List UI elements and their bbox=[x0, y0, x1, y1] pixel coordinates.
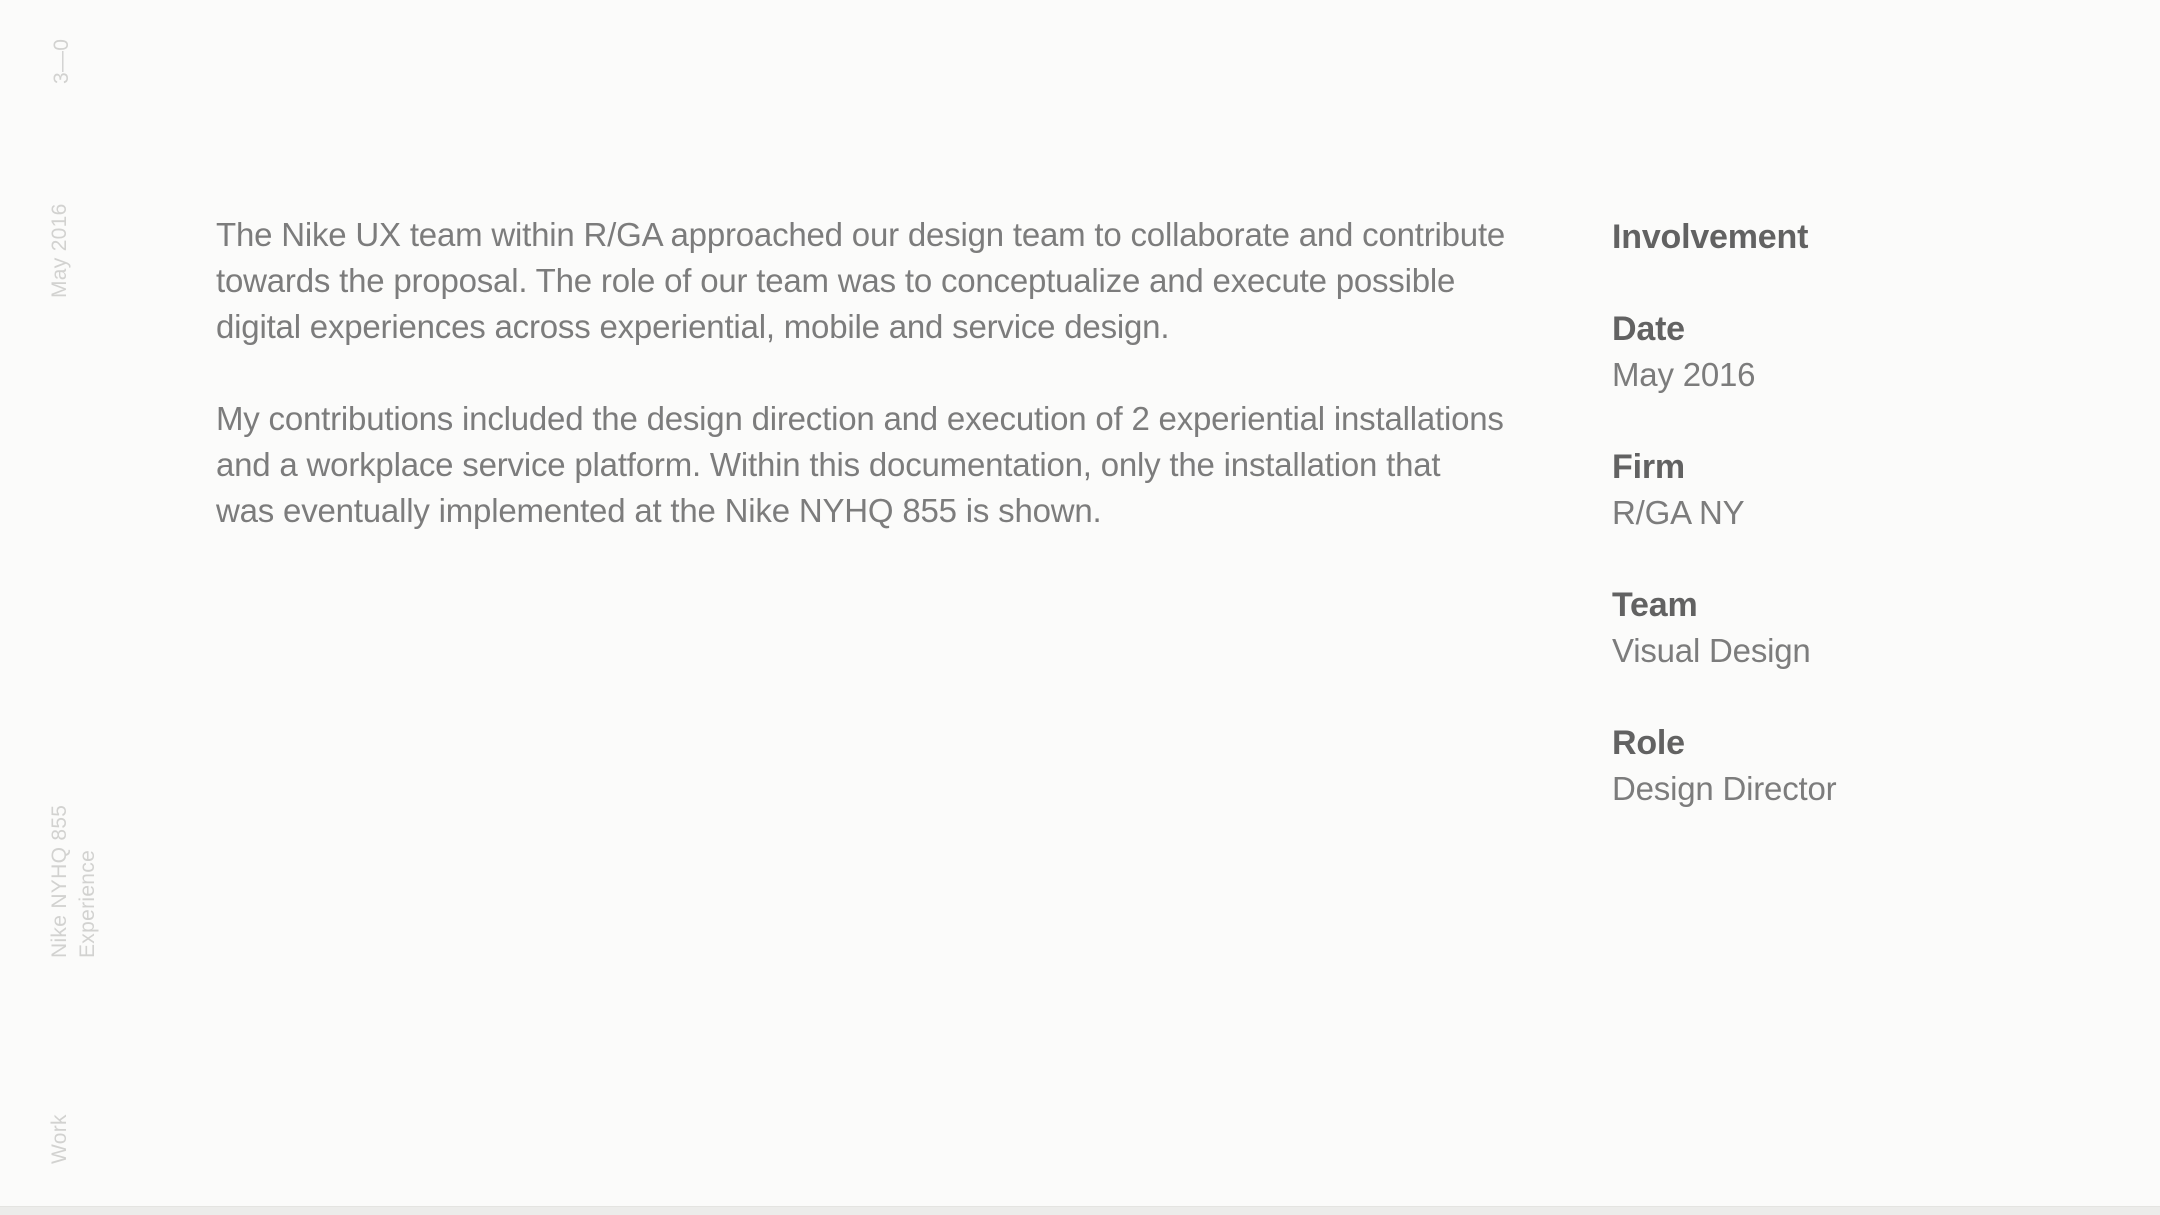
intro-paragraph-1 bbox=[216, 212, 1616, 350]
rail-project-title: Nike NYHQ 855 bbox=[48, 804, 71, 958]
detail-value: Visual Design bbox=[1612, 632, 1811, 669]
detail-label: Firm bbox=[1612, 448, 1685, 486]
detail-value: Design Director bbox=[1612, 770, 1837, 807]
intro-paragraph-2 bbox=[216, 396, 1616, 534]
detail-label: Team bbox=[1612, 586, 1698, 624]
paragraph-line: was eventually implemented at the Nike NYHQ 855 is shown. bbox=[216, 492, 1102, 529]
paragraph-line: The Nike UX team within R/GA approached our design team to collaborate and contribute bbox=[216, 216, 1506, 253]
page-index-label: 3—0 bbox=[50, 38, 73, 84]
detail-label: Date bbox=[1612, 310, 1685, 348]
paragraph-line: My contributions included the design direction and execution of 2 experiential installations bbox=[216, 400, 1504, 437]
detail-group-role bbox=[1612, 720, 2072, 812]
next-section-edge bbox=[0, 1206, 2160, 1215]
intro-copy bbox=[216, 212, 1616, 534]
detail-group-team bbox=[1612, 582, 2072, 674]
detail-group-date bbox=[1612, 306, 2072, 398]
detail-value: May 2016 bbox=[1612, 356, 1756, 393]
rail-section-label: Work bbox=[48, 1114, 71, 1164]
paragraph-line: towards the proposal. The role of our team was to conceptualize and execute possible bbox=[216, 262, 1456, 299]
involvement-panel bbox=[1612, 214, 2072, 812]
paragraph-line: and a workplace service platform. Within this documentation, only the installation that bbox=[216, 446, 1441, 483]
involvement-heading: Involvement bbox=[1612, 218, 1809, 256]
detail-group-firm bbox=[1612, 444, 2072, 536]
rail-project-subtitle: Experience bbox=[76, 849, 99, 958]
detail-label: Role bbox=[1612, 724, 1685, 762]
detail-value: R/GA NY bbox=[1612, 494, 1745, 531]
rail-project-label bbox=[46, 805, 102, 958]
rail-date-label: May 2016 bbox=[48, 203, 71, 298]
paragraph-line: digital experiences across experiential, mobile and service design. bbox=[216, 308, 1170, 345]
